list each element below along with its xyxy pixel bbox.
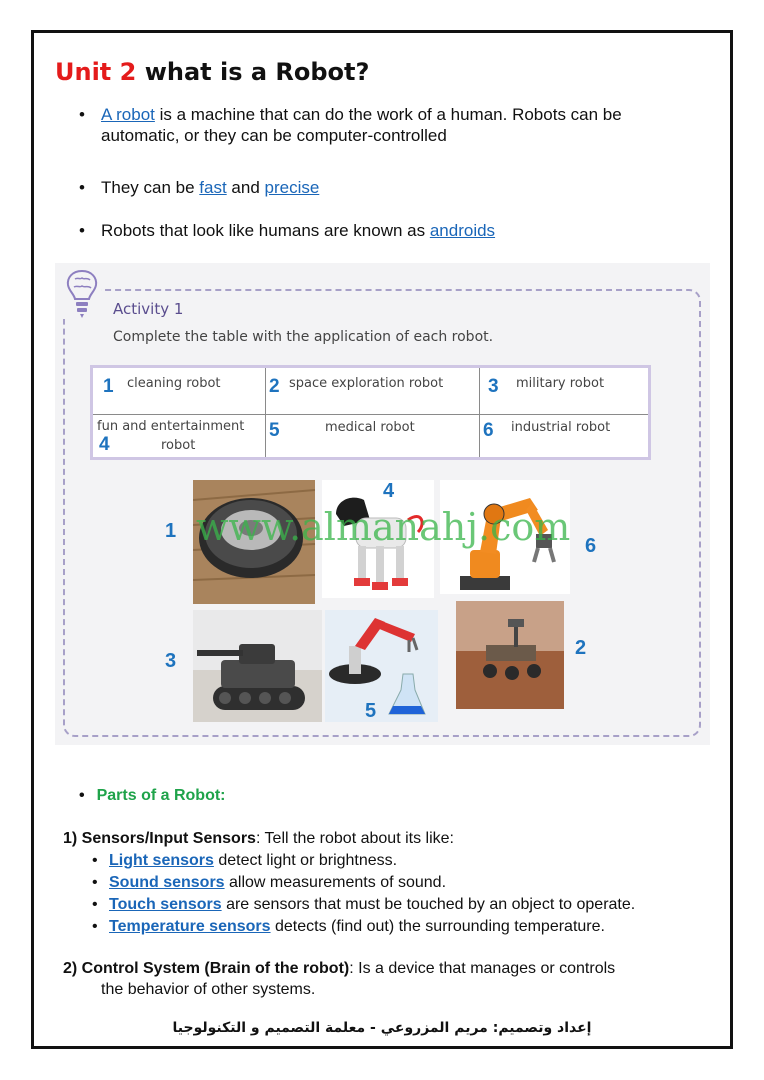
intro-bullets	[79, 104, 679, 241]
cell-label: fun and entertainment	[97, 419, 245, 434]
robot-link[interactable]: A robot	[101, 105, 155, 124]
sensors-label: 1) Sensors/Input Sensors	[63, 830, 256, 847]
parts-heading: • Parts of a Robot:	[79, 787, 226, 804]
parts-heading-text: Parts of a Robot:	[96, 787, 226, 804]
list-item	[92, 916, 712, 938]
space-rover-image	[456, 601, 564, 709]
list-item	[92, 872, 712, 894]
sensor-list	[92, 850, 712, 938]
light-sensors-link[interactable]: Light sensors	[109, 852, 214, 869]
list-item-text: detects (find out) the surrounding temperature.	[270, 918, 605, 935]
list-item	[92, 894, 712, 916]
image-number-1: 1	[165, 520, 177, 542]
cell-label: cleaning robot	[127, 376, 221, 391]
list-item-text: and	[226, 178, 265, 197]
precise-link[interactable]: precise	[264, 178, 320, 197]
military-robot-image	[193, 610, 322, 722]
activity-title: Activity 1	[113, 300, 184, 318]
androids-link[interactable]: androids	[429, 221, 496, 240]
list-item-text: is a machine that can do the work of a human. Robots can be automatic, or they can be computer-controlled	[101, 105, 622, 145]
list-item	[79, 104, 679, 146]
cell-number: 4	[99, 434, 110, 455]
control-system-heading	[63, 958, 713, 979]
list-item-text: They can be	[101, 178, 200, 197]
control-system-label: 2) Control System (Brain of the robot)	[63, 960, 350, 977]
cell-label: industrial robot	[511, 420, 611, 435]
brain-lightbulb-icon	[63, 267, 101, 319]
image-number-2: 2	[575, 637, 587, 659]
footer-credit: إعداد وتصميم: مريم المزروعي - معلمة التصميم و التكنولوجيا	[172, 1020, 592, 1036]
list-item-text: are sensors that must be touched by an object to operate.	[221, 896, 636, 913]
image-number-3: 3	[165, 650, 177, 672]
list-item	[79, 177, 679, 198]
image-number-6: 6	[585, 535, 597, 557]
cell-label: medical robot	[325, 420, 415, 435]
cell-label: military robot	[516, 376, 605, 391]
cell-number: 1	[103, 376, 114, 397]
temperature-sensors-link[interactable]: Temperature sensors	[109, 918, 271, 935]
cell-label: robot	[161, 438, 196, 453]
list-item-text: detect light or brightness.	[213, 852, 398, 869]
sensors-heading	[63, 828, 454, 849]
watermark: www.almanahj.com	[196, 505, 571, 549]
image-number-5: 5	[365, 700, 377, 722]
title-text: what is a Robot?	[144, 58, 370, 86]
medical-robot-image	[325, 610, 438, 722]
list-item-text: Robots that look like humans are known as	[101, 221, 430, 240]
cell-label: space exploration robot	[289, 376, 444, 391]
page-title	[55, 58, 369, 86]
activity-table	[90, 365, 651, 460]
control-system-continued: the behavior of other systems.	[101, 981, 316, 998]
list-item	[79, 220, 679, 241]
touch-sensors-link[interactable]: Touch sensors	[109, 896, 222, 913]
sound-sensors-link[interactable]: Sound sensors	[109, 874, 225, 891]
unit-label: Unit 2	[55, 58, 137, 86]
cell-number: 6	[483, 420, 494, 441]
cell-number: 5	[269, 420, 280, 441]
list-item-text: allow measurements of sound.	[224, 874, 447, 891]
list-item	[92, 850, 712, 872]
cell-number: 2	[269, 376, 280, 397]
control-system-text: : Is a device that manages or controls	[349, 960, 616, 977]
sensors-text: : Tell the robot about its like:	[255, 830, 454, 847]
fast-link[interactable]: fast	[199, 178, 227, 197]
image-number-4: 4	[383, 480, 395, 502]
cell-number: 3	[488, 376, 499, 397]
activity-instruction: Complete the table with the application of each robot.	[113, 329, 494, 345]
